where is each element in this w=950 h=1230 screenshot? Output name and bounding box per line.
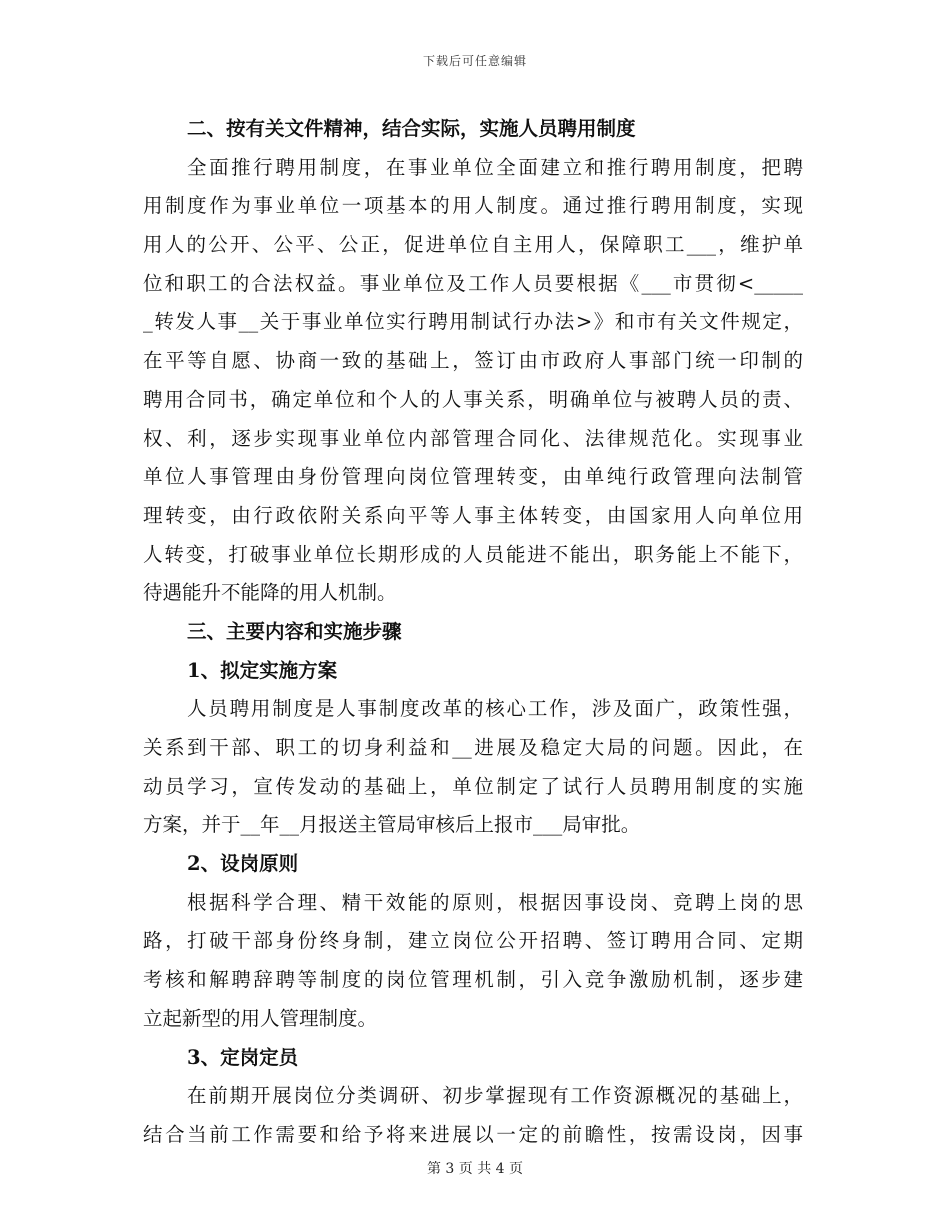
paragraph-line: 动员学习，宣传发动的基础上，单位制定了试行人员聘用制度的实施	[143, 774, 803, 798]
paragraph-line: _转发人事__关于事业单位实行聘用制试行办法>》和市有关文件规定，	[143, 310, 803, 334]
paragraph-line: 在平等自愿、协商一致的基础上，签订由市政府人事部门统一印制的	[143, 349, 803, 373]
paragraph-line: 根据科学合理、精干效能的原则，根据因事设岗、竞聘上岗的思	[187, 890, 803, 914]
paragraph-line: 位和职工的合法权益。事业单位及工作人员要根据《___市贯彻<_____	[143, 271, 803, 295]
page-number: 第 3 页 共 4 页	[426, 1161, 524, 1177]
paragraph-line: 单位人事管理由身份管理向岗位管理转变，由单纯行政管理向法制管	[143, 465, 803, 489]
section-3-heading: 三、主要内容和实施步骤	[187, 619, 402, 643]
paragraph-line: 权、利，逐步实现事业单位内部管理合同化、法律规范化。实现事业	[143, 426, 803, 450]
paragraph-line: 人员聘用制度是人事制度改革的核心工作，涉及面广，政策性强，	[187, 697, 803, 721]
paragraph-line: 路，打破干部身份终身制，建立岗位公开招聘、签订聘用合同、定期	[143, 929, 803, 953]
page-header-note: 下载后可任意编辑	[422, 54, 527, 68]
section-2-heading: 二、按有关文件精神，结合实际，实施人员聘用制度	[187, 117, 636, 140]
paragraph-line: 用制度作为事业单位一项基本的用人制度。通过推行聘用制度，实现	[143, 194, 803, 218]
paragraph-line: 方案，并于__年__月报送主管局审核后上报市___局审批。	[143, 813, 641, 837]
subsection-1-heading: 1、拟定实施方案	[187, 658, 338, 682]
paragraph-line: 待遇能升不能降的用人机制。	[143, 581, 397, 605]
paragraph-line: 人转变，打破事业单位长期形成的人员能进不能出，职务能上不能下，	[143, 542, 803, 566]
paragraph-line: 聘用合同书，确定单位和个人的人事关系，明确单位与被聘人员的责、	[143, 387, 803, 411]
paragraph-line: 考核和解聘辞聘等制度的岗位管理机制，引入竞争激励机制，逐步建	[143, 968, 803, 992]
paragraph-line: 结合当前工作需要和给予将来进展以一定的前瞻性，按需设岗，因事	[143, 1122, 803, 1146]
paragraph-line: 全面推行聘用制度，在事业单位全面建立和推行聘用制度，把聘	[187, 155, 803, 179]
paragraph-line: 理转变，由行政依附关系向平等人事主体转变，由国家用人向单位用	[143, 503, 803, 527]
paragraph-line: 立起新型的用人管理制度。	[143, 1006, 378, 1030]
subsection-3-heading: 3、定岗定员	[187, 1045, 299, 1069]
paragraph-line: 在前期开展岗位分类调研、初步掌握现有工作资源概况的基础上，	[187, 1084, 803, 1108]
paragraph-line: 关系到干部、职工的切身利益和__进展及稳定大局的问题。因此，在	[143, 736, 803, 759]
subsection-2-heading: 2、设岗原则	[187, 852, 299, 876]
document-body	[143, 110, 803, 1155]
paragraph-line: 用人的公开、公平、公正，促进单位自主用人，保障职工___，维护单	[143, 233, 803, 257]
